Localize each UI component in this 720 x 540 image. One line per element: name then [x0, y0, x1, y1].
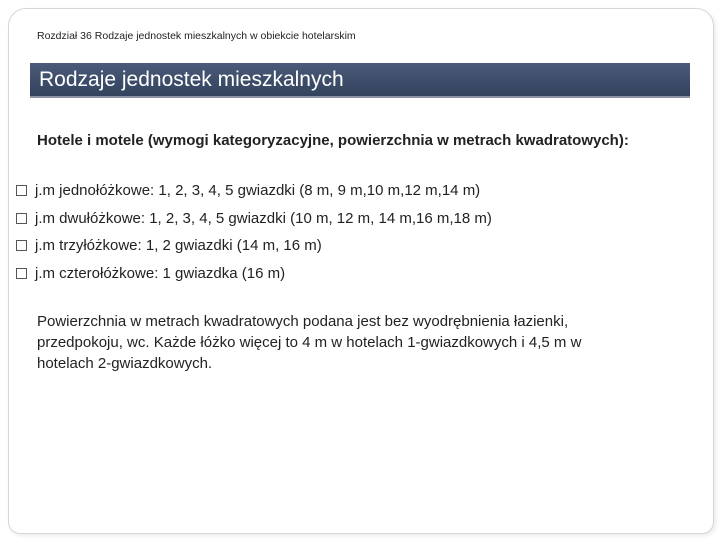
square-bullet-icon: [16, 213, 27, 224]
square-bullet-icon: [16, 240, 27, 251]
bullet-text: j.m jednołóżkowe: 1, 2, 3, 4, 5 gwiazdki (8 m, 9 m,10 m,12 m,14 m): [35, 182, 481, 199]
title-bar: [30, 63, 690, 98]
bullet-text: j.m czterołóżkowe: 1 gwiazdka (16 m): [35, 264, 286, 282]
slide-title: Rodzaje jednostek mieszkalnych: [39, 68, 344, 91]
square-bullet-icon: [16, 268, 27, 279]
note-paragraph: Powierzchnia w metrach kwadratowych podana jest bez wyodrębnienia łazienki, przedpokoju, wc. Każde łóżko więcej to 4 m w hotelach 1-gwiazdkowych i 4,5 m w hotelach 2-gwiazdkowych.: [37, 313, 582, 372]
intro-text: Hotele i motele (wymogi kategoryzacyjne, powierzchnia w metrach kwadratowych):: [37, 132, 629, 149]
square-bullet-icon: [16, 185, 27, 196]
bullet-text: j.m dwułóżkowe: 1, 2, 3, 4, 5 gwiazdki (10 m, 12 m, 14 m,16 m,18 m): [35, 209, 492, 227]
chapter-heading: Rozdział 36 Rodzaje jednostek mieszkalnych w obiekcie hotelarskim: [37, 30, 356, 42]
bullet-text: j.m trzyłóżkowe: 1, 2 gwiazdki (14 m, 16 m): [35, 237, 322, 254]
